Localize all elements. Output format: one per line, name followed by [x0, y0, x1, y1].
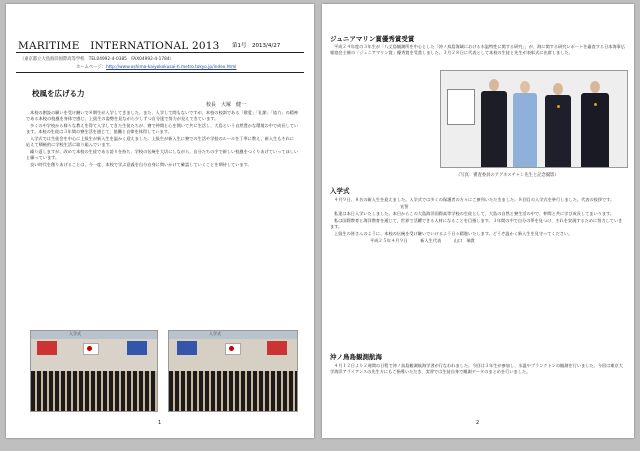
header-bottom-rule — [16, 72, 304, 73]
flag — [267, 341, 287, 355]
paragraph: 私達は本日入学いたしました。本日からこの大島海洋国際高等学校の生徒として、大島の自然と寮生活の中で、仲間と共に学び成長してまいります。 — [334, 211, 615, 217]
paragraph: 多くの中学校から様々な教えを得て入学してきた生徒たちが、寮で仲間と心を開いて共に生活し、大島という自然豊かな環境の中で成長しています。本校の生徒は３年間の寮生活を通じて、協働と自律を体得しています。 — [26, 123, 299, 135]
paragraph: 繰り返しますが、改めて本校の生徒である誇りを持ち、学校の伝統を大切にしながら、自分たちの手で新しい校風をつくりあげていってほしいと願っています。 — [26, 149, 299, 161]
paragraph: 私は国際教育と海洋教育を通じて、世界で活躍できる人材になることを目指します。３年間の中で自分の夢を見つけ、それを実現するために努力していきます。 — [330, 218, 623, 230]
observation-title: 沖ノ鳥島観測航海 — [330, 353, 382, 361]
observation-section — [330, 363, 626, 376]
entrance-title: 入学式 — [330, 187, 350, 195]
person — [481, 91, 507, 167]
speech-label: 宣誓 — [400, 204, 409, 210]
flag — [37, 341, 57, 355]
page-number: 2 — [476, 420, 480, 426]
photo-banner-text: 入学式 — [69, 331, 81, 336]
homepage-label: ホームページ： — [76, 65, 106, 70]
author-role: 校長 — [206, 102, 217, 108]
certificate — [447, 89, 475, 125]
paragraph: ４月１２日より２週間の日程で沖ノ鳥島観測航海学習が行なわれました。今回は３年生が参加し、水温やプランクトンの観測を行いました。今回は東京大学海洋アライアンスの先生方にもご指導いただき、実習では生徒自身で観測データのまとめを行いました。 — [330, 363, 623, 375]
page-2 — [322, 4, 634, 438]
award-photo — [440, 70, 628, 168]
paragraph: 平成２４年度の３年生が「八丈島観測所を中心とした「沖ノ鳥島海域における水温特性に関する研究」」が、海に関する研究レポートを審査する日本海事広報協会主催の「ジュニアマリン賞」優秀賞を受賞しました。３月２８日に代表として本校の生徒と先生が表彰式に出席しました。 — [330, 44, 626, 56]
person-head — [590, 81, 600, 93]
person-head — [489, 79, 499, 91]
person-head — [553, 83, 563, 95]
paragraph: 本校の創設の願いを受け継いで８期生が入学してきました。また、入学して間もないですが、本校の校訓である「敬愛」「礼節」「協力」の精神である本校の校風を身体で感じ、上級生の姿勢を見ながら少しずつ自分達で努力が見えてきています。 — [26, 110, 299, 122]
paragraph: ４月９日、８名の新入生を迎えました。入学式では多くの保護者の方々にご参列いただきました。８回目の入学式を挙行しました。代表の挨拶です。 — [334, 197, 615, 202]
section-title: 校風を広げる力 — [32, 89, 85, 98]
date-signature: 平成２５年４月９日 新入生代表 山口 瑞貴 — [370, 238, 475, 244]
photo-banner — [169, 331, 297, 339]
person-head — [520, 81, 530, 93]
medal — [557, 105, 560, 108]
entrance-ceremony-photo-left — [30, 330, 158, 412]
medal — [594, 103, 597, 106]
flag — [127, 341, 147, 355]
person — [513, 93, 537, 167]
homepage-line — [76, 64, 237, 70]
principal-message — [26, 110, 298, 169]
award-intro — [330, 44, 626, 57]
paragraph: 上級生の皆さんのように、本校の伝統を受け継いでいけるよう日々精進いたします。どうぞ温かく新入生を見守ってください。 — [334, 231, 573, 237]
school-info: （東京都立大島海洋国際高等学校 TEL04992-4-0385 FAX04992-4-1784） — [20, 57, 174, 62]
flag-circle — [87, 346, 92, 351]
entrance-ceremony-photo-right — [168, 330, 298, 412]
paragraph: 入学式では生徒会を中心に上級生が新入生を温かく迎えました。上級生が新入生に寮での生活や学校のルールを丁寧に教え、新入生もそれに応えて積極的に学校生活に取り組んでいます。 — [26, 136, 294, 148]
author-line — [206, 101, 246, 108]
page-1 — [6, 4, 314, 438]
entrance-section — [330, 197, 626, 245]
photo-banner — [31, 331, 157, 339]
homepage-link[interactable]: http://www.oshima-kaiyokokusai-h.metro.tokyo.jp/index.html — [106, 65, 237, 70]
students-group — [169, 371, 297, 411]
page-number: 1 — [158, 420, 162, 426]
photo-caption: （写真：審査委員のアグネスチャン先生と記念撮影） — [456, 173, 559, 178]
author-name: 大塚 健一 — [221, 102, 247, 108]
issue-date: 第1号 2013/4/27 — [232, 43, 281, 49]
award-title: ジュニアマリン賞優秀賞受賞 — [330, 35, 415, 43]
masthead-title: MARITIME INTERNATIONAL 2013 — [18, 40, 220, 52]
masthead-rule — [16, 52, 304, 53]
paragraph: 良い時代を創りあげることは、今一度、本校で学ぶ意義を自分自身に問いかけて確認していくことを期待しています。 — [30, 162, 252, 168]
students-group — [31, 371, 157, 411]
photo-banner-text: 入学式 — [209, 331, 221, 336]
flag-circle — [229, 346, 234, 351]
flag — [177, 341, 197, 355]
